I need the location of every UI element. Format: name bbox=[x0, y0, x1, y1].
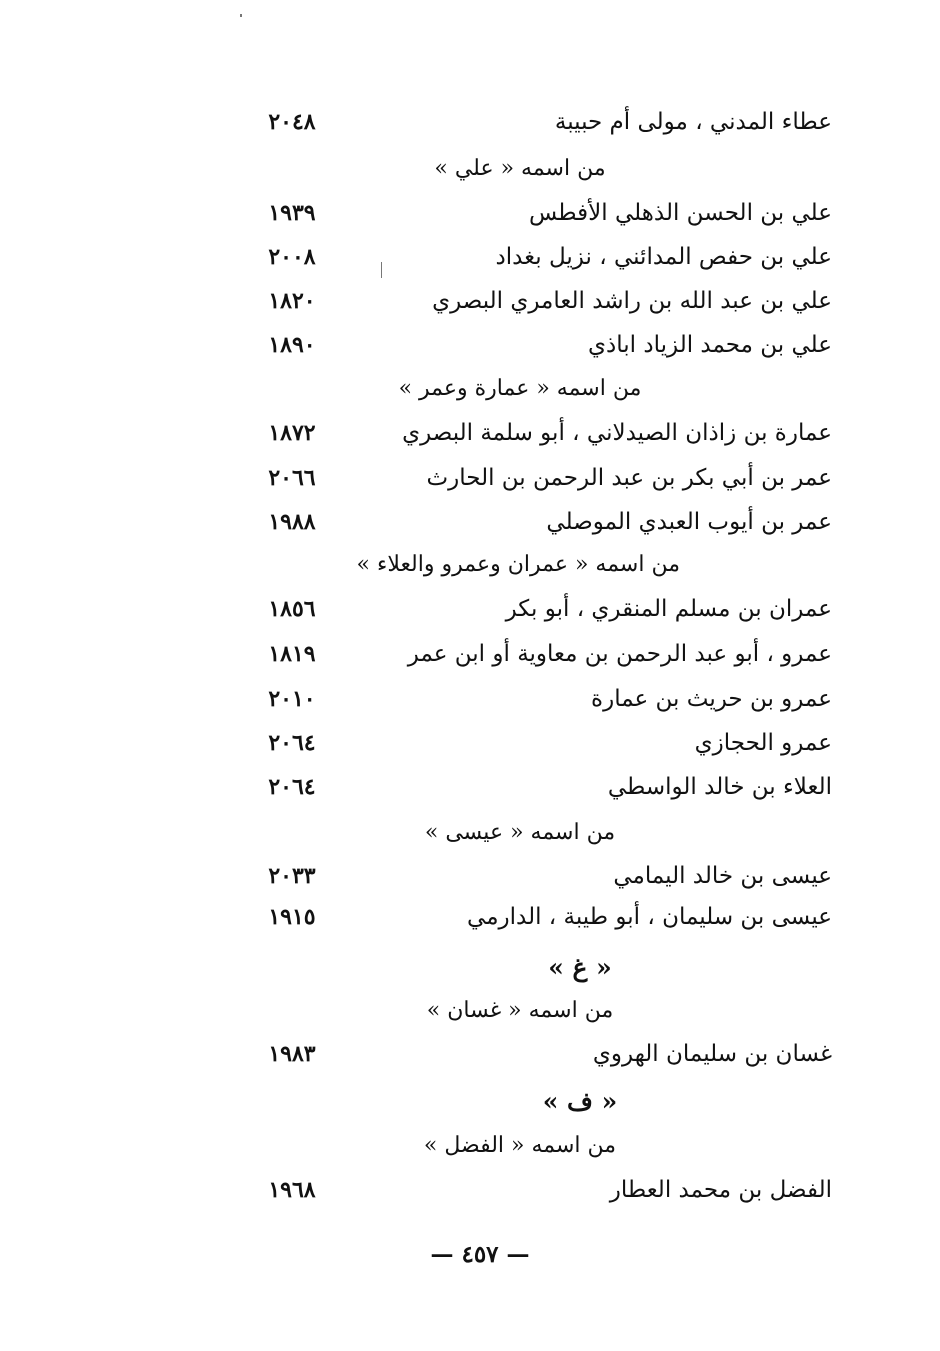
name-group-heading: من اسمه « علي » bbox=[434, 156, 606, 181]
entry-number: ٢٠٠٨ bbox=[268, 244, 316, 270]
index-entry bbox=[240, 726, 832, 760]
entry-number: ١٩٨٣ bbox=[268, 1041, 316, 1067]
index-entry bbox=[240, 240, 832, 274]
entry-name: عيسى بن سليمان ، أبو طيبة ، الدارمي bbox=[467, 904, 832, 930]
name-group-heading: من اسمه « عمران وعمرو والعلاء » bbox=[356, 552, 680, 577]
index-entry bbox=[240, 682, 832, 716]
entry-number: ١٨٩٠ bbox=[268, 332, 316, 358]
index-entry bbox=[240, 461, 832, 495]
letter-section-heading: « غ » bbox=[548, 953, 612, 982]
index-entry bbox=[240, 592, 832, 626]
index-entry bbox=[240, 416, 832, 450]
entry-name: عمران بن مسلم المنقري ، أبو بكر bbox=[505, 596, 832, 622]
entry-number: ١٩٣٩ bbox=[268, 200, 316, 226]
entry-name: عطاء المدني ، مولى أم حبيبة bbox=[554, 109, 832, 135]
entry-name: علي بن حفص المدائني ، نزيل بغداد bbox=[495, 244, 832, 270]
entry-name: عمر بن أيوب العبدي الموصلي bbox=[546, 509, 832, 535]
entry-name: عمرو بن حريث بن عمارة bbox=[591, 686, 832, 712]
index-entry bbox=[240, 770, 832, 804]
entry-number: ١٩٦٨ bbox=[268, 1177, 316, 1203]
entry-name: عمرو ، أبو عبد الرحمن بن معاوية أو ابن عمر bbox=[407, 641, 832, 667]
entry-name: الفضل بن محمد العطار bbox=[609, 1177, 832, 1203]
entry-name: عمر بن أبي بكر بن عبد الرحمن بن الحارث bbox=[426, 465, 832, 491]
index-entry bbox=[240, 1173, 832, 1207]
index-entry bbox=[240, 505, 832, 539]
entry-name: عمرو الحجازي bbox=[694, 730, 832, 756]
entry-number: ١٩٨٨ bbox=[268, 509, 316, 535]
index-entry bbox=[240, 637, 832, 671]
name-group-heading: من اسمه « عيسى » bbox=[424, 820, 616, 845]
index-entry bbox=[240, 900, 832, 934]
index-entry bbox=[240, 328, 832, 362]
entry-number: ٢٠٦٤ bbox=[268, 774, 316, 800]
entry-name: علي بن عبد الله بن راشد العامري البصري bbox=[432, 288, 832, 314]
entry-name: غسان بن سليمان الهروي bbox=[592, 1041, 832, 1067]
index-entry bbox=[240, 105, 832, 139]
index-entry bbox=[240, 1037, 832, 1071]
entry-number: ١٨١٩ bbox=[268, 641, 316, 667]
entry-number: ٢٠٣٣ bbox=[268, 863, 316, 889]
name-group-heading: من اسمه « الفضل » bbox=[423, 1133, 617, 1158]
entry-number: ١٨٥٦ bbox=[268, 596, 316, 622]
entry-name: عيسى بن خالد اليمامي bbox=[613, 863, 832, 889]
entry-number: ٢٠٤٨ bbox=[268, 109, 316, 135]
entry-number: ١٨٧٢ bbox=[268, 420, 316, 446]
index-entry bbox=[240, 859, 832, 893]
entry-name: عمارة بن زاذان الصيدلاني ، أبو سلمة البصري bbox=[402, 420, 832, 446]
entry-number: ١٨٢٠ bbox=[268, 288, 316, 314]
index-entry bbox=[240, 196, 832, 230]
index-entry bbox=[240, 284, 832, 318]
entry-name: علي بن الحسن الذهلي الأفطس bbox=[528, 200, 832, 226]
entry-number: ١٩١٥ bbox=[268, 904, 316, 930]
letter-section-heading: « ف » bbox=[542, 1087, 618, 1116]
entry-number: ٢٠٦٦ bbox=[268, 465, 316, 491]
entry-name: علي بن محمد الزياد اباذي bbox=[588, 332, 832, 358]
page-number: — ٤٥٧ — bbox=[430, 1241, 530, 1268]
entry-number: ٢٠٦٤ bbox=[268, 730, 316, 756]
entry-number: ٢٠١٠ bbox=[268, 686, 316, 712]
name-group-heading: من اسمه « عمارة وعمر » bbox=[398, 376, 642, 401]
entry-name: العلاء بن خالد الواسطي bbox=[607, 774, 832, 800]
scan-speck bbox=[240, 14, 242, 17]
name-group-heading: من اسمه « غسان » bbox=[426, 998, 614, 1023]
